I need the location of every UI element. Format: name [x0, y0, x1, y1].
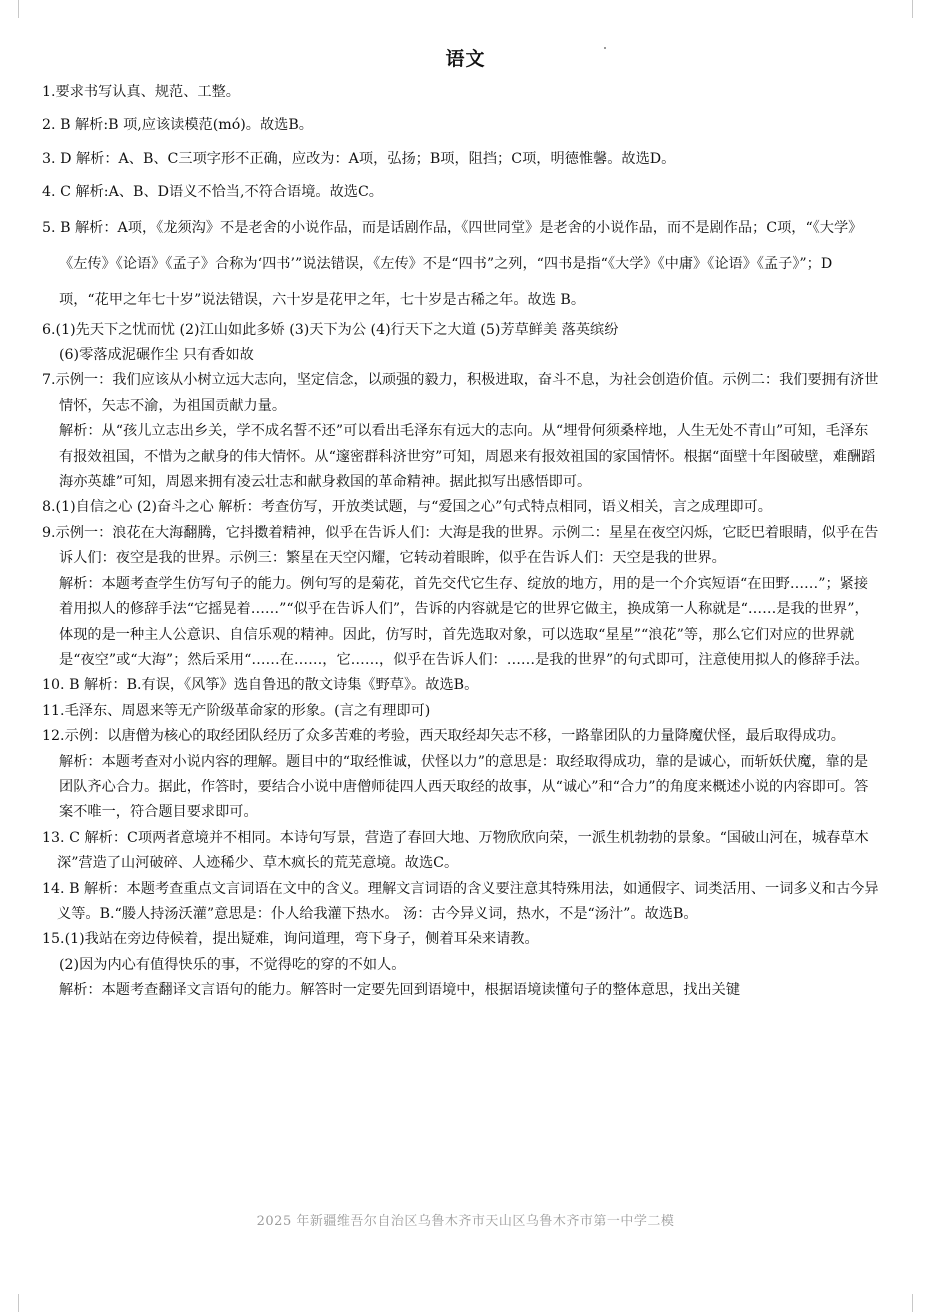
item-label: 11.: [42, 702, 65, 719]
item-label: 1.: [42, 84, 56, 100]
answer-item: [42, 210, 880, 318]
crop-mark: [894, 1294, 913, 1312]
item-text: C 解析：C项两者意境并不相同。本诗句写景，营造了春回大地、万物欣欣向荣，一派生机勃勃的景象。“国破山河在，城春草木深”营造了山河破碎、人迹稀少、草木疯长的荒芜意境。故选C。: [57, 829, 869, 872]
item-text: C 解析:A、B、D语义不恰当,不符合语境。故选C。: [60, 184, 383, 201]
item-text: 要求书写认真、规范、工整。: [55, 84, 240, 100]
answer-item: [42, 673, 880, 698]
answer-list: [42, 80, 880, 1004]
item-text: B 解析：本题考查重点文言词语在文中的含义。理解文言词语的含义要注意其特殊用法，如通假字、词类活用、一词多义和古今异义等。B.“媵人持汤沃灌”意思是：仆人给我灌下热水。 汤：古今异义词，热水，不是“汤汁”。故选B。: [57, 880, 879, 922]
item-text: 毛泽东、周恩来等无产阶级革命家的形象。(言之有理即可): [64, 702, 431, 719]
crop-mark: [18, 1294, 37, 1312]
answer-item: [42, 318, 880, 343]
answer-subline: (6)零落成泥碾作尘 只有香如故: [59, 347, 254, 364]
item-text: 示例一：我们应该从小树立远大志向，坚定信念，以顽强的毅力，积极进取，奋斗不息，为社会创造价值。示例二：我们要拥有济世情怀，矢志不渝，为祖国贡献力量。: [55, 372, 879, 414]
answer-item: [42, 113, 880, 138]
item-label: 15.: [42, 931, 65, 948]
answer-item: [42, 699, 880, 724]
answer-analysis: 解析：本题考查对小说内容的理解。题目中的“取经惟诚，伏怪以力”的意思是：取经取得成功，靠的是诚心，而斩妖伏魔，靠的是团队齐心合力。据此，作答时，要结合小说中唐僧师徒四人西天取经的故事，从“诚心”和“合力”的角度来概述小说的内容即可。答案不唯一，符合题目要求即可。: [59, 753, 869, 821]
answer-item: [42, 826, 880, 877]
answer-analysis: 解析：本题考查学生仿写句子的能力。例句写的是菊花，首先交代它生存、绽放的地方，用的是一个介宾短语“在田野……”；紧接着用拟人的修辞手法“它摇晃着……”“似乎在告诉人们”，告诉的内容就是它的世界它做主，换成第一人称就是“……是我的世界”，体现的是一种主人公意识、自信乐观的精神。因此，仿写时，首先选取对象，可以选取“星星”“浪花”等，那么它们对应的世界就是“夜空”或“大海”；然后采用“……在……，它……，似乎在告诉人们：……是我的世界”的句式即可，注意使用拟人的修辞手法。: [59, 575, 869, 668]
answer-item: [42, 368, 880, 419]
page-footer: 2025 年新疆维吾尔自治区乌鲁木齐市天山区乌鲁木齐市第一中学二模: [256, 1214, 675, 1229]
item-text: 示例：以唐僧为核心的取经团队经历了众多苦难的考验，西天取经却矢志不移，一路靠团队的力量降魔伏怪，最后取得成功。: [64, 728, 845, 745]
answer-item: [42, 495, 880, 520]
answer-item: [42, 180, 880, 205]
answer-item: [42, 521, 880, 572]
item-label: 2.: [42, 117, 56, 134]
item-label: 4.: [42, 184, 56, 201]
item-text: (1)先天下之忧而忧 (2)江山如此多娇 (3)天下为公 (4)行天下之大道 (5)芳草鲜美 落英缤纷: [55, 321, 619, 338]
item-text: D 解析：A、B、C三项字形不正确，应改为：A项，弘扬；B项，阻挡；C项，明德惟馨。故选D。: [60, 150, 676, 167]
item-text: B 解析：A项，《龙须沟》不是老舍的小说作品，而是话剧作品，《四世同堂》是老舍的小说作品，而不是剧作品；C项，“《大学》《左传》《论语》《孟子》合称为‘四书’”说法错误，《左传》不是“四书”之列，“四书是指“《大学》《中庸》《论语》《孟子》”；D项，“花甲之年七十岁”说法错误，六十岁是花甲之年，七十岁是古稀之年。故选 B。: [59, 219, 863, 308]
item-label: 6.: [42, 321, 56, 338]
crop-mark: [18, 0, 37, 18]
answer-analysis: 解析：从“孩儿立志出乡关，学不成名誓不还”可以看出毛泽东有远大的志向。从“埋骨何须桑梓地，人生无处不青山”可知，毛泽东有报效祖国，不惜为之献身的伟大情怀。从“邃密群科济世穷”可知，周恩来有报效祖国的家国情怀。根据“面壁十年图破壁，难酬蹈海亦英雄”可知，周恩来拥有凌云壮志和献身救国的革命精神。据此拟写出感悟即可。: [59, 423, 876, 491]
item-label: 7.: [42, 372, 56, 389]
answer-analysis: 解析：本题考查翻译文言语句的能力。解答时一定要先回到语境中，根据语境读懂句子的整体意思，找出关键: [59, 982, 741, 999]
item-text: (1)我站在旁边侍候着，提出疑难，询问道理，弯下身子，侧着耳朵来请教。: [64, 931, 539, 948]
item-text: B 解析:B 项,应该读模范(mó)。故选B。: [60, 117, 313, 134]
answer-subline: (2)因为内心有值得快乐的事，不觉得吃的穿的不如人。: [59, 956, 406, 973]
item-label: 10.: [42, 677, 65, 694]
crop-mark: [894, 0, 913, 18]
item-text: B 解析：B.有误，《风筝》选自鲁迅的散文诗集《野草》。故选B。: [69, 677, 479, 694]
item-label: 9.: [42, 524, 56, 541]
item-label: 8.: [42, 499, 56, 516]
item-label: 3.: [42, 150, 56, 167]
answer-item: [42, 147, 880, 172]
answer-item: [42, 877, 880, 928]
answer-item: [42, 80, 880, 105]
answer-item: [42, 927, 880, 952]
item-label: 14.: [42, 880, 65, 897]
answer-item: [42, 724, 880, 749]
item-text: 示例一：浪花在大海翻腾，它抖擞着精神，似乎在告诉人们：大海是我的世界。示例二：星星在夜空闪烁，它眨巴着眼睛，似乎在告诉人们：夜空是我的世界。示例三：繁星在天空闪耀，它转动着眼眸，似乎在告诉人们：天空是我的世界。: [55, 524, 879, 567]
page-title: 语文: [445, 48, 486, 70]
item-label: 5.: [42, 219, 56, 236]
item-text: (1)自信之心 (2)奋斗之心 解析：考查仿写，开放类试题，与“爱国之心”句式特点相同，语义相关，言之成理即可。: [55, 499, 772, 516]
item-label: 13.: [42, 829, 65, 846]
item-label: 12.: [42, 728, 65, 745]
